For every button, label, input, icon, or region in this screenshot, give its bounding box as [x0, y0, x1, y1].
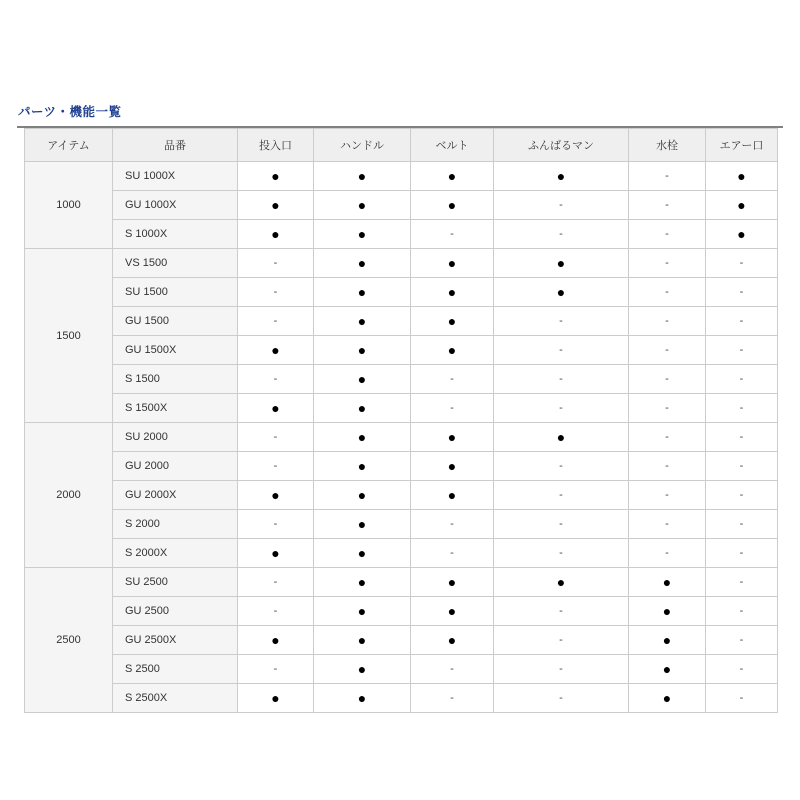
feature-absent-mark: -	[494, 626, 629, 655]
feature-present-mark: ●	[629, 655, 706, 684]
feature-present-mark: ●	[238, 539, 314, 568]
model-number-cell: S 1000X	[113, 220, 238, 249]
model-number-cell: SU 2500	[113, 568, 238, 597]
feature-present-mark: ●	[411, 191, 494, 220]
column-header-6: 水栓	[629, 129, 706, 162]
feature-present-mark: ●	[629, 684, 706, 713]
table-row	[25, 568, 778, 597]
feature-present-mark: ●	[314, 655, 411, 684]
column-header-4: ベルト	[411, 129, 494, 162]
feature-absent-mark: -	[494, 307, 629, 336]
feature-absent-mark: -	[706, 307, 778, 336]
feature-present-mark: ●	[314, 394, 411, 423]
table-row	[25, 336, 778, 365]
feature-absent-mark: -	[629, 539, 706, 568]
feature-present-mark: ●	[411, 597, 494, 626]
feature-present-mark: ●	[629, 568, 706, 597]
feature-present-mark: ●	[494, 423, 629, 452]
feature-absent-mark: -	[629, 365, 706, 394]
model-number-cell: S 2000X	[113, 539, 238, 568]
feature-present-mark: ●	[238, 336, 314, 365]
feature-absent-mark: -	[706, 278, 778, 307]
table-row	[25, 162, 778, 191]
table-header	[25, 129, 778, 162]
feature-present-mark: ●	[629, 626, 706, 655]
feature-absent-mark: -	[411, 365, 494, 394]
model-number-cell: GU 2500	[113, 597, 238, 626]
column-header-0: アイテム	[25, 129, 113, 162]
feature-absent-mark: -	[706, 539, 778, 568]
feature-absent-mark: -	[629, 162, 706, 191]
model-number-cell: GU 2000X	[113, 481, 238, 510]
feature-present-mark: ●	[238, 220, 314, 249]
table-row	[25, 423, 778, 452]
feature-present-mark: ●	[411, 162, 494, 191]
feature-present-mark: ●	[494, 162, 629, 191]
feature-absent-mark: -	[706, 394, 778, 423]
column-header-7: エアー口	[706, 129, 778, 162]
feature-absent-mark: -	[629, 307, 706, 336]
feature-present-mark: ●	[411, 423, 494, 452]
table-body	[25, 162, 778, 713]
feature-present-mark: ●	[238, 394, 314, 423]
feature-present-mark: ●	[314, 336, 411, 365]
model-number-cell: S 2500X	[113, 684, 238, 713]
feature-present-mark: ●	[411, 249, 494, 278]
feature-present-mark: ●	[314, 162, 411, 191]
feature-present-mark: ●	[314, 684, 411, 713]
feature-absent-mark: -	[411, 510, 494, 539]
header-row	[25, 129, 778, 162]
feature-absent-mark: -	[494, 510, 629, 539]
feature-absent-mark: -	[411, 539, 494, 568]
feature-absent-mark: -	[494, 684, 629, 713]
feature-present-mark: ●	[238, 191, 314, 220]
feature-present-mark: ●	[411, 568, 494, 597]
feature-absent-mark: -	[238, 568, 314, 597]
feature-absent-mark: -	[706, 597, 778, 626]
feature-absent-mark: -	[706, 510, 778, 539]
model-number-cell: S 2500	[113, 655, 238, 684]
item-group-cell: 2500	[25, 568, 113, 713]
feature-absent-mark: -	[494, 191, 629, 220]
feature-absent-mark: -	[494, 597, 629, 626]
feature-present-mark: ●	[238, 626, 314, 655]
feature-present-mark: ●	[706, 162, 778, 191]
table-row	[25, 539, 778, 568]
feature-absent-mark: -	[629, 220, 706, 249]
feature-absent-mark: -	[238, 597, 314, 626]
feature-absent-mark: -	[494, 394, 629, 423]
column-header-2: 投入口	[238, 129, 314, 162]
feature-present-mark: ●	[314, 365, 411, 394]
feature-present-mark: ●	[494, 249, 629, 278]
feature-present-mark: ●	[314, 307, 411, 336]
feature-absent-mark: -	[494, 336, 629, 365]
feature-present-mark: ●	[314, 278, 411, 307]
feature-present-mark: ●	[314, 626, 411, 655]
feature-absent-mark: -	[706, 336, 778, 365]
model-number-cell: VS 1500	[113, 249, 238, 278]
item-group-cell: 1000	[25, 162, 113, 249]
model-number-cell: S 1500	[113, 365, 238, 394]
feature-present-mark: ●	[314, 191, 411, 220]
feature-absent-mark: -	[629, 394, 706, 423]
feature-present-mark: ●	[411, 452, 494, 481]
model-number-cell: GU 2500X	[113, 626, 238, 655]
feature-absent-mark: -	[494, 655, 629, 684]
model-number-cell: GU 1500	[113, 307, 238, 336]
feature-present-mark: ●	[629, 597, 706, 626]
model-number-cell: SU 2000	[113, 423, 238, 452]
feature-absent-mark: -	[629, 191, 706, 220]
page-title: パーツ・機能一覧	[18, 105, 122, 119]
model-number-cell: S 2000	[113, 510, 238, 539]
model-number-cell: GU 2000	[113, 452, 238, 481]
table-row	[25, 510, 778, 539]
feature-absent-mark: -	[629, 423, 706, 452]
column-header-5: ふんばるマン	[494, 129, 629, 162]
feature-absent-mark: -	[238, 423, 314, 452]
feature-absent-mark: -	[629, 336, 706, 365]
feature-absent-mark: -	[411, 394, 494, 423]
feature-present-mark: ●	[706, 220, 778, 249]
feature-absent-mark: -	[238, 307, 314, 336]
feature-absent-mark: -	[238, 452, 314, 481]
feature-absent-mark: -	[494, 452, 629, 481]
column-header-3: ハンドル	[314, 129, 411, 162]
feature-present-mark: ●	[314, 481, 411, 510]
feature-absent-mark: -	[238, 249, 314, 278]
table-row	[25, 626, 778, 655]
feature-absent-mark: -	[629, 452, 706, 481]
table-row	[25, 452, 778, 481]
feature-present-mark: ●	[314, 249, 411, 278]
feature-present-mark: ●	[314, 568, 411, 597]
table-row	[25, 655, 778, 684]
feature-absent-mark: -	[238, 365, 314, 394]
feature-present-mark: ●	[314, 220, 411, 249]
feature-present-mark: ●	[314, 539, 411, 568]
feature-absent-mark: -	[629, 481, 706, 510]
feature-present-mark: ●	[238, 162, 314, 191]
feature-present-mark: ●	[411, 278, 494, 307]
feature-present-mark: ●	[411, 307, 494, 336]
feature-absent-mark: -	[238, 510, 314, 539]
feature-present-mark: ●	[314, 510, 411, 539]
feature-absent-mark: -	[494, 365, 629, 394]
table-row	[25, 394, 778, 423]
feature-absent-mark: -	[629, 510, 706, 539]
feature-present-mark: ●	[314, 423, 411, 452]
model-number-cell: SU 1500	[113, 278, 238, 307]
feature-present-mark: ●	[314, 452, 411, 481]
feature-present-mark: ●	[238, 684, 314, 713]
feature-absent-mark: -	[706, 684, 778, 713]
table-row	[25, 220, 778, 249]
feature-absent-mark: -	[706, 423, 778, 452]
feature-absent-mark: -	[411, 655, 494, 684]
feature-absent-mark: -	[706, 249, 778, 278]
feature-absent-mark: -	[238, 655, 314, 684]
feature-present-mark: ●	[411, 626, 494, 655]
feature-absent-mark: -	[238, 278, 314, 307]
feature-present-mark: ●	[411, 336, 494, 365]
feature-absent-mark: -	[411, 220, 494, 249]
model-number-cell: GU 1500X	[113, 336, 238, 365]
feature-absent-mark: -	[629, 249, 706, 278]
feature-absent-mark: -	[706, 568, 778, 597]
parts-function-table	[24, 128, 778, 713]
table-row	[25, 597, 778, 626]
feature-absent-mark: -	[706, 481, 778, 510]
feature-absent-mark: -	[494, 220, 629, 249]
feature-absent-mark: -	[494, 481, 629, 510]
feature-present-mark: ●	[411, 481, 494, 510]
feature-absent-mark: -	[706, 655, 778, 684]
table-row	[25, 191, 778, 220]
feature-absent-mark: -	[706, 452, 778, 481]
feature-present-mark: ●	[494, 278, 629, 307]
feature-absent-mark: -	[494, 539, 629, 568]
table-row	[25, 249, 778, 278]
table-row	[25, 365, 778, 394]
table-row	[25, 307, 778, 336]
feature-absent-mark: -	[629, 278, 706, 307]
item-group-cell: 2000	[25, 423, 113, 568]
feature-absent-mark: -	[706, 626, 778, 655]
feature-present-mark: ●	[314, 597, 411, 626]
table-row	[25, 481, 778, 510]
feature-absent-mark: -	[411, 684, 494, 713]
column-header-1: 品番	[113, 129, 238, 162]
model-number-cell: SU 1000X	[113, 162, 238, 191]
feature-present-mark: ●	[494, 568, 629, 597]
model-number-cell: GU 1000X	[113, 191, 238, 220]
model-number-cell: S 1500X	[113, 394, 238, 423]
table-row	[25, 684, 778, 713]
item-group-cell: 1500	[25, 249, 113, 423]
table-row	[25, 278, 778, 307]
feature-present-mark: ●	[238, 481, 314, 510]
feature-absent-mark: -	[706, 365, 778, 394]
feature-present-mark: ●	[706, 191, 778, 220]
